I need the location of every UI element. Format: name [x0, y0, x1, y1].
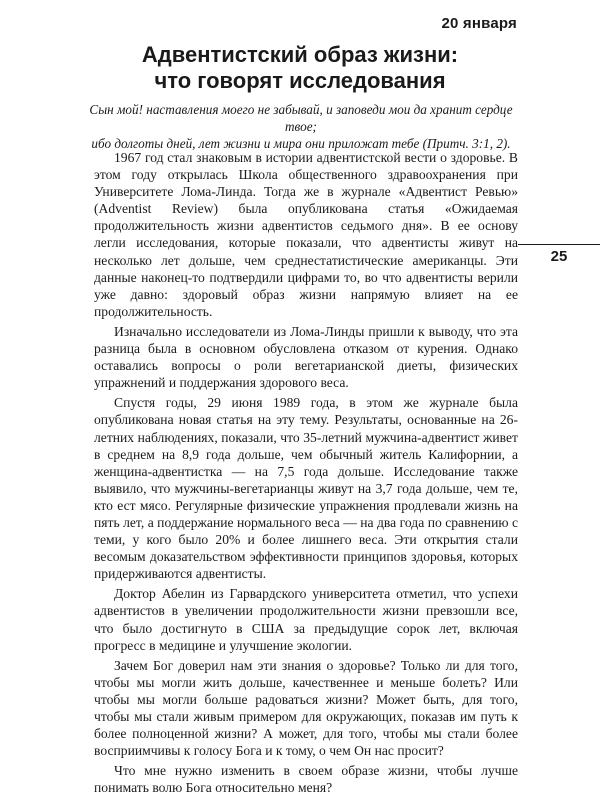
date-header: 20 января	[441, 15, 517, 32]
paragraph: Изначально исследователи из Лома-Линды пришли к выводу, что эта разница была в основном обусловлена отказом от курения. Однако оставались вопросы о роли вегетарианской диеты, физических упражнений и поддержания здорового веса.	[94, 323, 518, 391]
paragraph: 1967 год стал знаковым в истории адвентистской вести о здоровье. В этом году открылась Школа общественного здравоохранения при Университете Лома-Линда. Тогда же в журнале «Адвентист Ревью» (Adventist Review) была опубликована статья «Ожидаемая продолжительность жизни адвентистов седьмого дня». В ее основу легли исследования, которые показали, что адвентисты живут на несколько лет дольше, чем среднестатистические американцы. Эти данные наконец-то подтвердили цифрами то, во что адвентисты верили уже давно: здоровый образ жизни напрямую влияет на ее продолжительность.	[94, 150, 518, 319]
article-body	[94, 149, 518, 799]
article-title	[80, 42, 520, 94]
page-number: 25	[550, 248, 568, 265]
paragraph: Зачем Бог доверил нам эти знания о здоровье? Только ли для того, чтобы мы могли жить дольше, качественнее и меньше болеть? Или чтобы мы могли больше радоваться жизни? Может быть, для того, чтобы мы стали живым примером для окружающих, показав им путь к более полноценной жизни? А может, для того, чтобы мы стали более восприимчивы к голосу Бога и к тому, о чем Он нас просит?	[94, 657, 518, 759]
epigraph-line: Сын мой! наставления моего не забывай, и заповеди мои да хранит сердце твое;	[89, 102, 513, 134]
page-number-marker	[518, 244, 600, 265]
title-line: Адвентистский образ жизни:	[141, 42, 459, 67]
paragraph: Доктор Абелин из Гарвардского университета отметил, что успехи адвентистов в увеличении продолжительности жизни превзошли все, что было достигнуто в США за предыдущие сорок лет, включая прогресс в медицине и улучшение экологии.	[94, 586, 518, 653]
paragraph: Что мне нужно изменить в своем образе жизни, чтобы лучше понимать волю Бога относительно меня?	[94, 763, 518, 796]
paragraph: Спустя годы, 29 июня 1989 года, в этом же журнале была опубликована новая статья на эту тему. Результаты, основанные на 26-летних наблюдениях, показали, что 35-летний мужчина-адвентист живет в среднем на 8,9 года дольше, чем обычный житель Калифорнии, а женщина-адвентистка — на 7,5 года дольше. Исследование также выявило, что мужчины-вегетарианцы живут на 3,7 года дольше, чем те, кто ест мясо. Регулярные физические упражнения продлевали жизнь на пять лет, а поддержание нормального веса — на два года по сравнению с теми, у кого было 20% и более лишнего веса. Эти открытия стали весомым доказательством эффективности принципов здоровья, которых придерживаются адвентисты.	[94, 395, 518, 582]
page-number-rule	[518, 244, 600, 245]
scripture-epigraph	[84, 101, 518, 152]
epigraph-line: ибо долготы дней, лет жизни и мира они приложат тебе (Притч. 3:1, 2).	[91, 136, 511, 151]
title-line: что говорят исследования	[154, 68, 446, 93]
